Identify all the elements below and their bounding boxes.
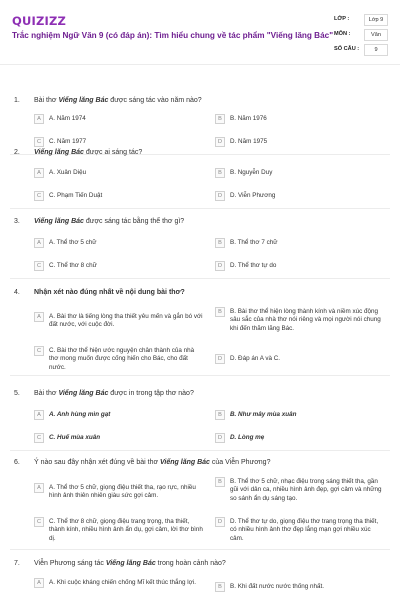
option-text: C. Thể thơ 8 chữ xyxy=(49,262,97,269)
question-divider xyxy=(10,549,390,550)
option-letter-a: A xyxy=(34,312,44,322)
question-text: Bài thơ Viếng lăng Bác được in trong tập thơ nào? xyxy=(34,390,194,397)
option-text: C. Phạm Tiến Duật xyxy=(49,192,103,199)
question-divider xyxy=(10,278,390,279)
option-letter-c: C xyxy=(34,346,44,356)
question-divider xyxy=(10,450,390,451)
question-number: 3. xyxy=(14,218,20,225)
question-text: Viếng lăng Bác được sáng tác bằng thể thơ gì? xyxy=(34,218,185,225)
question-divider xyxy=(10,208,390,209)
worksheet-header xyxy=(0,0,400,64)
meta-count xyxy=(334,44,388,58)
quizizz-logo: QUIZIZZ xyxy=(12,14,67,28)
option-text: C. Thể thơ 8 chữ, giọng điệu trang trọng, tha thiết, thành kính, nhiều hình ảnh ẩn dụ, gợi cảm, lời thơ bình dị. xyxy=(49,518,203,542)
option-letter-a: A xyxy=(34,238,44,248)
option-letter-a: A xyxy=(34,114,44,124)
header-divider xyxy=(0,64,400,65)
option-text: C. Huế mùa xuân xyxy=(49,434,101,441)
question-text: Ý nào sau đây nhận xét đúng về bài thơ Viếng lăng Bác của Viễn Phương? xyxy=(34,459,271,466)
option-letter-d: D xyxy=(215,261,225,271)
option-text: B. Thể thơ 5 chữ, nhạc điệu trong sáng thiết tha, gần gũi với dân ca, nhiều hình ảnh đẹp, gợi cảm và những so sánh ẩn dụ sáng tạo. xyxy=(230,478,382,502)
question-number: 7. xyxy=(14,560,20,567)
option-text: B. Nguyễn Duy xyxy=(230,169,273,176)
option-letter-b: B xyxy=(215,307,225,317)
option-letter-a: A xyxy=(34,578,44,588)
option-letter-c: C xyxy=(34,137,44,147)
question-number: 4. xyxy=(14,289,20,296)
option-letter-a: A xyxy=(34,168,44,178)
count-label: SỐ CÂU : xyxy=(334,46,360,52)
option-letter-b: B xyxy=(215,238,225,248)
option-text: B. Khi đất nước nước thống nhất. xyxy=(230,583,325,590)
option-letter-c: C xyxy=(34,191,44,201)
page-title: Trắc nghiệm Ngữ Văn 9 (có đáp án): Tìm hiểu chung về tác phẩm "Viếng lăng Bác" xyxy=(12,31,334,40)
class-field[interactable]: Lớp 9 xyxy=(364,14,388,26)
meta-subject xyxy=(334,29,388,43)
option-letter-b: B xyxy=(215,114,225,124)
question-text: Nhận xét nào đúng nhất về nội dung bài thơ? xyxy=(34,289,185,296)
option-text: D. Năm 1975 xyxy=(230,138,268,145)
option-text: A. Xuân Diệu xyxy=(49,169,87,176)
question-text: Bài thơ Viếng lăng Bác được sáng tác vào năm nào? xyxy=(34,97,202,104)
class-label: LỚP : xyxy=(334,16,350,22)
question-number: 5. xyxy=(14,390,20,397)
option-text: B. Năm 1976 xyxy=(230,115,267,122)
option-letter-d: D xyxy=(215,354,225,364)
option-letter-d: D xyxy=(215,517,225,527)
option-letter-c: C xyxy=(34,433,44,443)
question-number: 1. xyxy=(14,97,20,104)
option-text: A. Anh hùng mìn gạt xyxy=(49,411,111,418)
option-letter-c: C xyxy=(34,261,44,271)
option-text: C. Bài thơ thể hiện ước nguyện chân thành của nhà thơ mong muốn được cống hiến cho Bác, cho đất nước. xyxy=(49,347,195,371)
option-letter-b: B xyxy=(215,168,225,178)
question-number: 6. xyxy=(14,459,20,466)
option-text: B. Bài thơ thể hiện lòng thành kính và niềm xúc động sâu sắc của nhà thơ nói riêng và mọi người nói chung khi đến thăm lăng Bác. xyxy=(230,308,381,332)
option-text: D. Thể thơ tự do xyxy=(230,262,277,269)
count-field[interactable]: 9 xyxy=(364,44,388,56)
option-text: D. Thể thơ tự do, giọng điệu thơ trang trọng tha thiết, có nhiều hình ảnh thơ đẹp lắng mạn gợi nhiều xúc cảm. xyxy=(230,518,379,542)
option-text: C. Năm 1977 xyxy=(49,138,87,145)
meta-class xyxy=(334,14,388,28)
question-text: Viễn Phương sáng tác Viếng lăng Bác trong hoàn cảnh nào? xyxy=(34,560,226,567)
option-letter-b: B xyxy=(215,582,225,592)
option-text: B. Thể thơ 7 chữ xyxy=(230,239,278,246)
question-divider xyxy=(10,375,390,376)
option-text: A. Thể thơ 5 chữ xyxy=(49,239,97,246)
option-letter-b: B xyxy=(215,410,225,420)
subject-label: MÔN : xyxy=(334,31,351,37)
option-text: D. Viễn Phương xyxy=(230,192,276,199)
option-text: D. Đáp án A và C. xyxy=(230,355,281,362)
option-text: D. Lòng mẹ xyxy=(230,434,265,441)
option-letter-c: C xyxy=(34,517,44,527)
option-letter-d: D xyxy=(215,433,225,443)
option-text: A. Bài thơ là tiếng lòng tha thiết yêu mến và gắn bó với đất nước, với cuộc đời. xyxy=(49,313,203,329)
option-text: A. Năm 1974 xyxy=(49,115,86,122)
option-letter-b: B xyxy=(215,477,225,487)
question-text: Viếng lăng Bác được ai sáng tác? xyxy=(34,149,143,156)
option-text: A. Thể thơ 5 chữ, giọng điệu thiết tha, rạo rực, nhiều hình ảnh thiên nhiên giàu sức gợi cảm. xyxy=(49,484,196,500)
option-letter-d: D xyxy=(215,137,225,147)
option-letter-a: A xyxy=(34,483,44,493)
option-text: B. Như mây mùa xuân xyxy=(230,411,297,418)
option-letter-d: D xyxy=(215,191,225,201)
question-number: 2. xyxy=(14,149,20,156)
option-letter-a: A xyxy=(34,410,44,420)
subject-field[interactable]: Văn xyxy=(364,29,388,41)
option-text: A. Khi cuộc kháng chiến chống Mĩ kết thúc thắng lợi. xyxy=(49,579,196,586)
